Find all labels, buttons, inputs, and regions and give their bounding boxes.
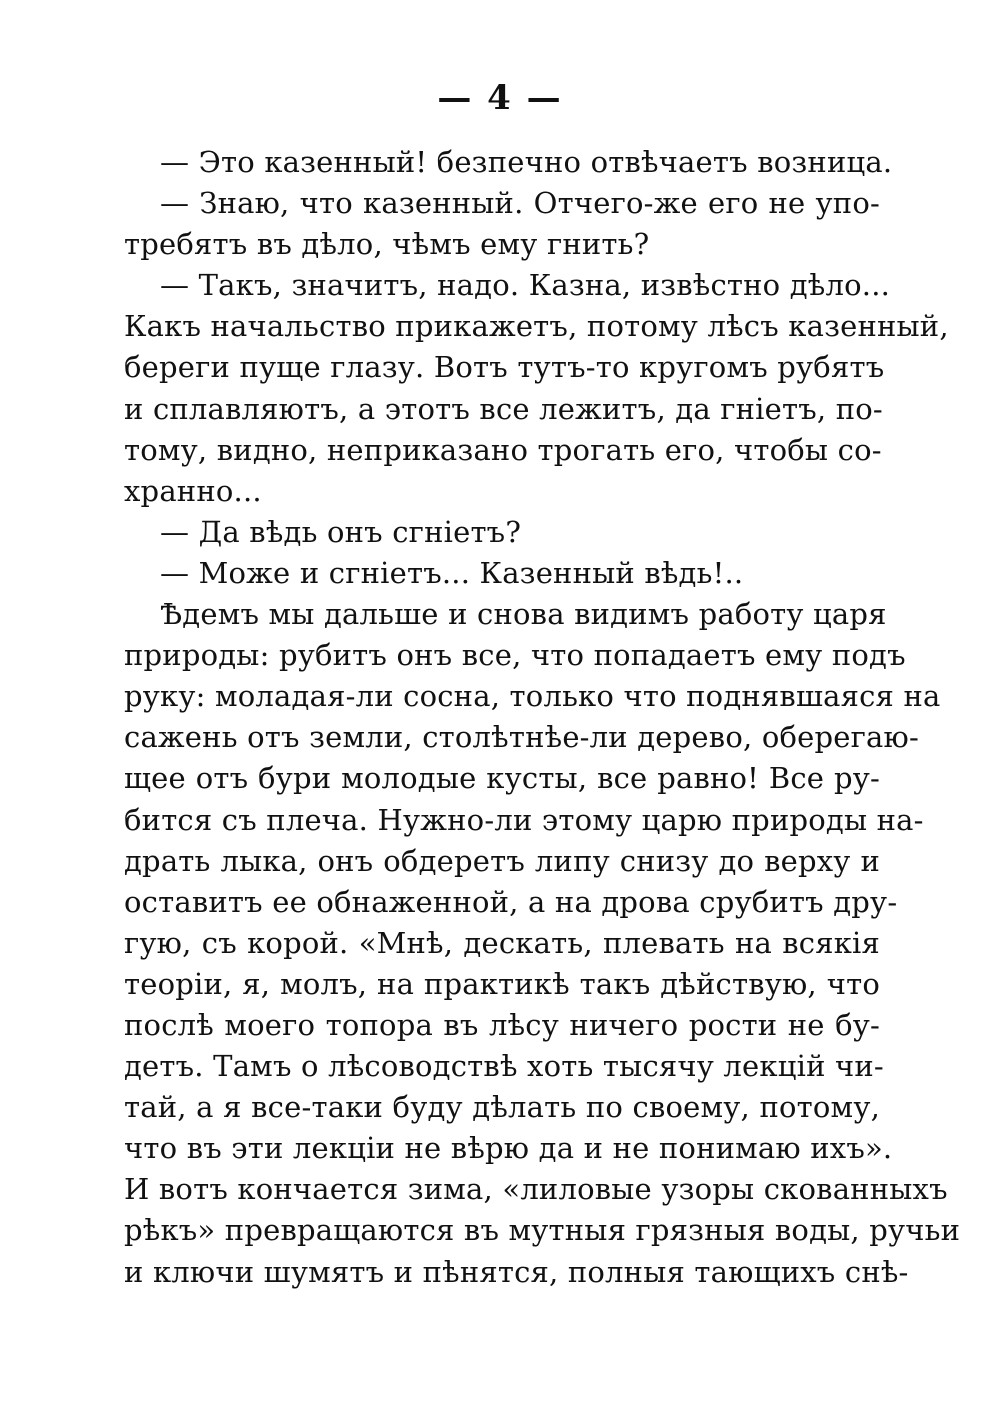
- text-line: — Може и сгніетъ... Казенный вѣдь!..: [160, 555, 744, 590]
- text-line: щее отъ бури молодые кусты, все равно! Все ру-: [124, 761, 880, 796]
- text-line: бится съ плеча. Нужно-ли этому царю природы на-: [124, 802, 924, 837]
- text-line: сажень отъ земли, столѣтнѣе-ли дерево, оберегаю-: [124, 720, 919, 755]
- text-line: природы: рубитъ онъ все, что попадаетъ ему подъ: [124, 638, 906, 673]
- text-line: Какъ начальство прикажетъ, потому лѣсъ казенный,: [124, 309, 949, 344]
- text-line: — Такъ, значитъ, надо. Казна, извѣстно дѣло...: [160, 268, 891, 303]
- text-line: руку: моладая-ли сосна, только что поднявшаяся на: [124, 679, 941, 714]
- page-number: — 4 —: [437, 78, 563, 118]
- text-line: послѣ моего топора въ лѣсу ничего рости не бу-: [124, 1007, 880, 1042]
- text-line: детъ. Тамъ о лѣсоводствѣ хоть тысячу лекцій чи-: [124, 1049, 884, 1084]
- text-line: тай, а я все-таки буду дѣлать по своему, потому,: [124, 1090, 880, 1125]
- text-line: тому, видно, неприказано трогать его, чтобы со-: [124, 432, 882, 467]
- text-line: И вотъ кончается зима, «лиловые узоры скованныхъ: [124, 1172, 948, 1207]
- text-line: драть лыка, онъ обдеретъ липу снизу до верху и: [124, 843, 880, 878]
- text-line: рѣкъ» превращаются въ мутныя грязныя воды, ручьи: [124, 1213, 961, 1248]
- text-line: что въ эти лекціи не вѣрю да и не понимаю ихъ».: [124, 1131, 893, 1166]
- text-line: теоріи, я, молъ, на практикѣ такъ дѣйствую, что: [124, 966, 880, 1001]
- text-line: — Это казенный! безпечно отвѣчаетъ возница.: [160, 145, 893, 179]
- text-line: хранно...: [124, 473, 262, 508]
- text-line: Ѣдемъ мы дальше и снова видимъ работу царя: [160, 597, 887, 632]
- text-line: — Знаю, что казенный. Отчего-же его не упо-: [160, 186, 880, 221]
- text-line: и сплавляютъ, а этотъ все лежитъ, да гніетъ, по-: [124, 391, 883, 426]
- text-line: береги пуще глазу. Вотъ тутъ-то кругомъ рубятъ: [124, 350, 885, 385]
- body-text: [124, 142, 961, 1293]
- text-line: гую, съ корой. «Мнѣ, дескать, плевать на всякія: [124, 925, 880, 960]
- text-line: требятъ въ дѣло, чѣмъ ему гнить?: [124, 227, 650, 262]
- text-line: — Да вѣдь онъ сгніетъ?: [160, 514, 522, 549]
- text-line: оставитъ ее обнаженной, а на дрова срубитъ дру-: [124, 884, 898, 919]
- text-line: и ключи шумятъ и пѣнятся, полныя тающихъ снѣ-: [124, 1254, 909, 1289]
